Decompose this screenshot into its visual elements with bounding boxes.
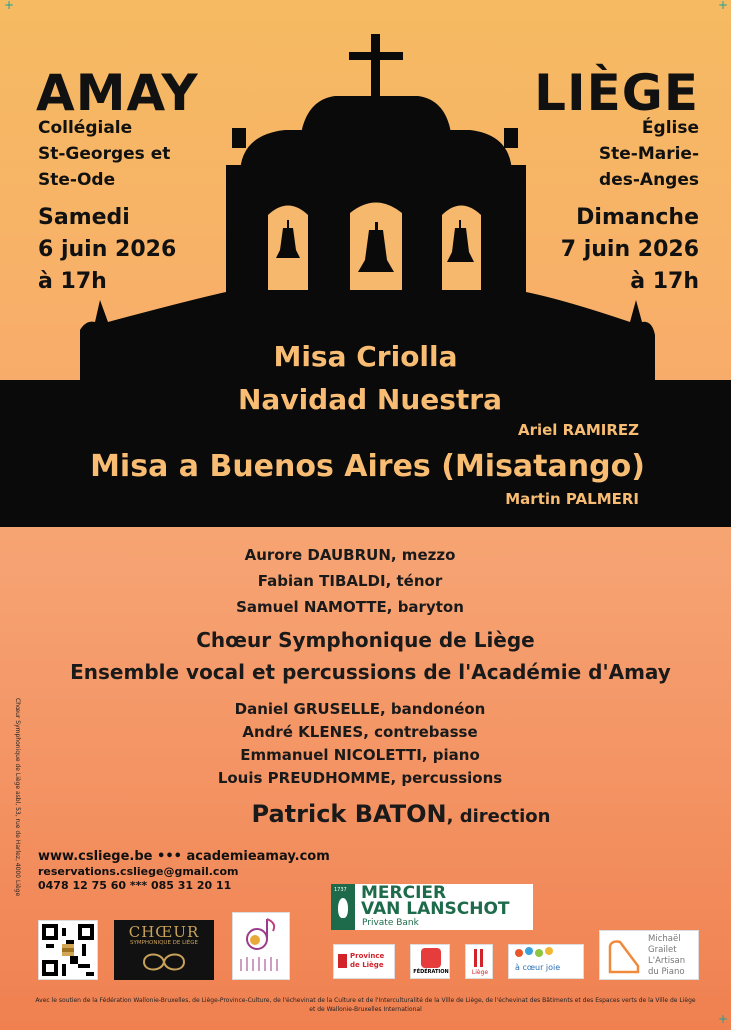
footer-line: et de Wallonie-Bruxelles International [309,1006,422,1013]
contact-phones: 0478 12 75 60 *** 085 31 20 11 [38,879,232,892]
dot-icon [535,949,543,957]
composer-palmeri: Martin PALMERI [505,490,639,508]
mercier-line: VAN LANSCHOT [361,899,510,919]
tree-shape [338,898,348,918]
right-city: LIÈGE [534,64,699,122]
work-misa-criolla: Misa Criolla [273,340,458,373]
province-shield-icon [338,954,347,968]
piano-outline-icon [604,936,644,976]
left-venue-line: St-Georges et [38,144,171,164]
director-name: Patrick BATON [251,800,447,828]
footer-support [20,996,711,1014]
right-venue-line: des-Anges [599,170,699,190]
left-date-line: 6 juin 2026 [38,237,177,262]
left-venue [38,115,170,193]
right-date-line: Dimanche [576,205,699,230]
acoeurjoie-label: à cœur joie [515,963,561,972]
crop-mark-icon: + [718,1012,729,1026]
musician-line: Louis PREUDHOMME, percussions [217,769,503,787]
choeur-symphonique-logo [114,920,214,980]
left-date-line: à 17h [38,269,107,294]
right-venue-line: Ste-Marie- [598,144,699,164]
contact-web[interactable]: www.csliege.be ••• academieamay.com [38,849,330,864]
federation-label: FÉDÉRATION [413,969,449,975]
contact-email[interactable]: reservations.csliege@gmail.com [38,865,239,878]
side-address: Chœur Symphonique de Liège asbl, 53, rue de Harlez, 4000 Liège [14,698,21,897]
qr-code[interactable] [38,920,98,980]
right-date [561,202,699,298]
mercier-van-lanschot-logo [331,884,533,930]
work-misatango: Misa a Buenos Aires (Misatango) [90,449,645,484]
right-date-line: à 17h [630,269,699,294]
right-venue-line: Église [641,118,699,138]
ville-label: Liège [471,969,489,976]
choir-line: Ensemble vocal et percussions de l'Académie d'Amay [70,660,671,684]
perron-icon [480,949,483,967]
choeur-logo-title: CHŒUR [128,923,200,941]
crop-mark-icon: + [718,0,729,12]
grailet-line: Michaël [648,934,681,944]
left-venue-line: Ste-Ode [38,170,116,190]
qr-code-icon [42,924,94,976]
mercier-tree-icon [331,884,355,930]
federation-wb-logo [410,944,450,979]
right-date-line: 7 juin 2026 [560,237,699,262]
grailet-line: L'Artisan [648,956,686,966]
province-label: Province de Liège [350,952,385,969]
perron-icon [474,949,477,967]
musician-line: Daniel GRUSELLE, bandonéon [234,700,486,718]
mercier-year: 1737 [334,887,347,893]
dot-icon [545,947,553,955]
music-note-icon [233,913,289,979]
mercier-subtitle: Private Bank [362,918,419,928]
left-date-line: Samedi [38,205,130,230]
grailet-piano-logo [599,930,699,980]
choeur-logo-subtitle: SYMPHONIQUE DE LIÈGE [129,940,199,946]
left-venue-line: Collégiale [38,118,133,138]
left-city: AMAY [36,64,199,122]
dot-icon [515,949,523,957]
musician-line: Emmanuel NICOLETTI, piano [240,746,480,764]
musician-line: André KLENES, contrebasse [242,723,478,741]
dot-icon [525,947,533,955]
grailet-line: du Piano [648,967,685,977]
work-navidad-nuestra: Navidad Nuestra [237,383,503,416]
soloist-line: Aurore DAUBRUN, mezzo [244,546,456,564]
soloist-line: Fabian TIBALDI, ténor [257,572,443,590]
grailet-line: Grailet [648,945,677,955]
a-coeur-joie-logo [508,944,584,979]
mercier-name [361,885,510,917]
composer-ramirez: Ariel RAMIREZ [517,421,639,439]
left-date [38,202,176,298]
director [0,800,731,828]
crop-mark-icon: + [4,0,15,12]
footer-line: Avec le soutien de la Fédération Wallonie-Bruxelles, de Liège-Province-Culture, de l'échevinat de la Culture et de l'Interculturalité de la Ville de Liège, de l'échevinat des Bâtiments et des Espaces verts de la Ville de Liège [35,997,696,1004]
soloist-line: Samuel NAMOTTE, baryton [236,598,464,616]
federation-icon [421,948,441,968]
ville-liege-logo [465,944,493,979]
choir-line: Chœur Symphonique de Liège [196,628,535,652]
academie-amay-logo [232,912,290,980]
director-role: , direction [446,806,551,827]
right-venue [599,115,699,193]
infinity-clef-icon [136,948,192,976]
mercier-line: MERCIER [361,883,447,903]
province-liege-logo [333,944,395,979]
grailet-text [648,934,685,978]
